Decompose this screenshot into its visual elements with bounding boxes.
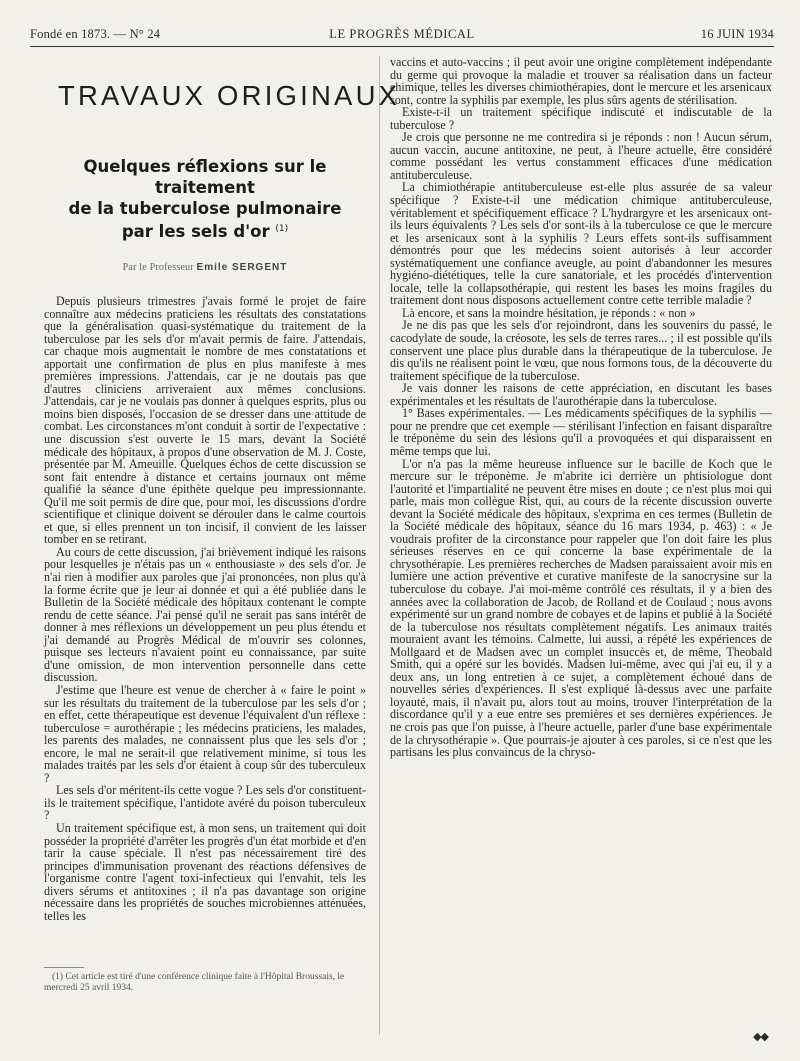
title-footnote-marker: (1): [275, 224, 289, 234]
running-header: [30, 24, 774, 48]
column-divider: [379, 56, 380, 1035]
title-line-3: par les sels d'or: [121, 222, 270, 241]
article-title: [44, 156, 366, 242]
author-name: Emile SERGENT: [196, 262, 288, 273]
end-ornament: ◆◆: [753, 1031, 768, 1043]
header-founded: Fondé en 1873. — N° 24: [30, 27, 161, 41]
footnote-rule: [44, 967, 84, 968]
paragraph: Je ne dis pas que les sels d'or rejoindront, dans les souvenirs du passé, le cacodylate de soude, la créosote, les sels de terres rares... ; il est possible qu'ils conservent une place plus durable dans la thérapeutique de la tuberculose. Je dis qu'ils ne réalisent point le vœu, que nous formons tous, de la découverte du traitement spécifique de la tuberculose.: [390, 318, 772, 383]
paragraph: Un traitement spécifique est, à mon sens, un traitement qui doit posséder la propriété d'arrêter les progrès d'un état morbide et d'en tarir la cause spéciale. Il n'est pas nécessairement tiré des principes d'immunisation provenant des réactions défensives de l'organisme contre l'agent toxi-infectieux qui l'envahit, tels les divers sérums et antitoxines ; il n'a pas davantage son origine nécessaire dans les propriétés de souches microbiennes atténuées, telles les: [44, 820, 366, 923]
journal-name: LE PROGRÈS MÉDICAL: [329, 27, 475, 41]
paragraph: Depuis plusieurs trimestres j'avais formé le projet de faire connaître aux médecins praticiens les résultats des constatations que la généralisation quasi-systématique du traitement de la tuberculose par les sels d'or m'avait permis de faire. J'attendais, car chaque mois augmentait le nombre de mes constatations et apportait une confirmation de plus en plus manifeste à mes premières impressions. J'attendais, car je ne doutais pas que d'autres cliniciens arriveraient aux mêmes conclusions. J'attendais, car je ne voulais pas donner à quelques esprits, plus ou moins bien disposés, l'occasion de se dresser dans une attitude de combat. Les circonstances m'ont conduit à sortir de l'expectative : une discussion s'est ouverte le 15 mars, devant la Société médicale des hôpitaux, à propos d'une observation de M. J. Coste, présentée par M. Ameuille. Quelques échos de cette discussion se sont fait entendre à distance et certains journaux ont même qualifié la séance d'une épithète quelque peu impressionnante. Qu'il me soit permis de dire que, pour moi, les discussions d'ordre scientifique et clinique doivent se dérouler dans le calme courtois et que, si elles prennent un ton incisif, il convient de les laisser tomber en se retirant.: [44, 294, 366, 547]
header-rule: [30, 46, 774, 47]
title-line-1: Quelques réflexions sur le traitement: [83, 157, 327, 197]
right-body: [390, 56, 772, 759]
paragraph: Existe-t-il un traitement spécifique indiscuté et indiscutable de la tuberculose ?: [390, 105, 772, 132]
byline: [44, 262, 366, 273]
footnote: (1) Cet article est tiré d'une conférence clinique faite à l'Hôpital Broussais, le mercredi 25 avril 1934.: [44, 972, 345, 993]
left-column: [44, 62, 401, 1041]
paragraph: Je vais donner les raisons de cette appréciation, en discutant les bases expérimentales et les résultats de l'aurothérapie dans la tuberculose.: [390, 381, 772, 408]
paragraph: Au cours de cette discussion, j'ai brièvement indiqué les raisons pour lesquelles je n'étais pas un « enthousiaste » des sels d'or. Je n'ai rien à modifier aux paroles que j'ai prononcées, non plus qu'à la forme écrite que je leur ai donnée et qui a été publiée dans le Bulletin de la Société médicale des hôpitaux contenant le compte rendu de cette séance. J'ai pensé qu'il ne serait pas sans intérêt de donner à mes réflexions un développement un peu plus étendu et j'ai demandé au Progrès Médical de m'ouvrir ses colonnes, puisque ses lecteurs n'avaient point eu connaissance, par suite d'une omission, de mon intervention personnelle dans cette discussion.: [44, 544, 366, 685]
paragraph: vaccins et auto-vaccins ; il peut avoir une origine complètement indépendante du germe qui provoque la maladie et trouver sa réalisation dans un facteur chimique, telles les diverses chimiothérapies, dont le mercure et les arsenicaux sont, contre la syphilis par exemple, les plus sûrs agents de stérilisation.: [390, 55, 772, 107]
paragraph: L'or n'a pas la même heureuse influence sur le bacille de Koch que le mercure sur le tréponème. Je m'abrite ici derrière un phtisiologue dont l'autorité et l'impartialité ne peuvent être mises en doute ; ce n'est plus moi qui parle, mais mon collègue Rist, qui, au cours de la récente discussion ouverte devant la Société médicale des hôpitaux, s'exprima en ces termes (Bulletin de la Société médicale des hôpitaux, séance du 16 mars 1934, p. 463) : « Je voudrais profiter de la circonstance pour rappeler que l'on doit faire les plus sérieuses réserves en ce qui concerne la base expérimentale de la chrysothérapie. Les premières recherches de Madsen paraissaient avoir mis en lumière une action préventive et curative manifeste de la sanocrysine sur la tuberculose du cobaye. J'ai moi-même contrôlé ces résultats, il y a bien des années avec la collaboration de Jacob, de Rolland et de Coulaud ; nous avons expérimenté sur un grand nombre de cobayes et de lapins et publié à la Société de la tuberculose nos résultats complètement négatifs. Les animaux traités mouraient avant les témoins. Calmette, lui aussi, a répété les expériences de Mollgaard et de Madsen avec un complet insuccès et, de même, Theobald Smith, qui a opéré sur les bovidés. Madsen lui-même, avec qui j'ai eu, il y a deux ans, un long entretien à ce sujet, a complètement échoué dans de nouvelles séries d'expériences. Il s'est expliqué là-dessus avec une parfaite loyauté, mais, il n'avait pu, alors tout au moins, trouver l'interprétation de la discordance qu'il y a eue entre ses premières et ses dernières expériences. Je ne crois pas que l'on puisse, à l'heure actuelle, parler d'une base expérimentale de la chrysothérapie ». Que pourrais-je ajouter à ces paroles, si ce n'est que les partisans les plus convaincus de la chryso-: [390, 456, 772, 760]
paragraph: 1° Bases expérimentales. — Les médicaments spécifiques de la syphilis — pour ne prendre que cet exemple — stérilisant l'infection en faisant disparaître le tréponème du sein des lésions qu'il a provoquées et qui disparaissent en même temps que lui.: [390, 406, 772, 458]
issue-date: 16 JUIN 1934: [700, 27, 774, 41]
paragraph: La chimiothérapie antituberculeuse est-elle plus assurée de sa valeur spécifique ? Existe-t-il une médication chimique antituberculeuse, véritablement et spécifiquement efficace ? L'hydrargyre et les arsenicaux ont-ils leurs équivalents ? Les sels d'or sont-ils à la tuberculose ce que le mercure et les arsenicaux sont à la syphilis ? Leurs effets sont-ils suffisamment démontrés pour que les médecins soient autorisés à leur accorder systématiquement une confiance aveugle, au point d'abandonner les mesures hygiéno-diététiques, telle la cure sanatoriale, et les procédés d'intervention locale, telle la collapsothérapie, qui restent les bases les moins fragiles du traitement dont nous disposons actuellement contre cette terrible maladie ?: [390, 180, 772, 308]
right-column: [390, 56, 772, 1041]
title-line-2: de la tuberculose pulmonaire: [68, 199, 342, 218]
paragraph: Je crois que personne ne me contredira si je réponds : non ! Aucun sérum, aucun vaccin, aucune antitoxine, ne peut, à l'heure actuelle, être considéré comme possédant les vertus constamment efficaces d'une médication antituberculeuse.: [390, 130, 772, 182]
byline-prefix: Par le Professeur: [122, 262, 194, 273]
paragraph: Là encore, et sans la moindre hésitation, je réponds : « non »: [402, 305, 696, 320]
paragraph: Les sels d'or méritent-ils cette vogue ? Les sels d'or constituent-ils le traitement spécifique, l'antidote avéré du poison tuberculeux ?: [44, 783, 366, 823]
paragraph: J'estime que l'heure est venue de chercher à « faire le point » sur les résultats du traitement de la tuberculose par les sels d'or ; en effet, cette thérapeutique est devenue l'équivalent d'un réflexe : tuberculose = aurothérapie ; les médecins praticiens, les malades, les parents des malades, ne connaissent plus que les sels d'or ; encore, le mal ne serait-il que relativement minime, si tous les malades traités par les sels d'or étaient à coup sûr des tuberculeux ?: [44, 682, 366, 785]
section-title: TRAVAUX ORIGINAUX: [58, 80, 401, 111]
left-body: [44, 295, 366, 922]
